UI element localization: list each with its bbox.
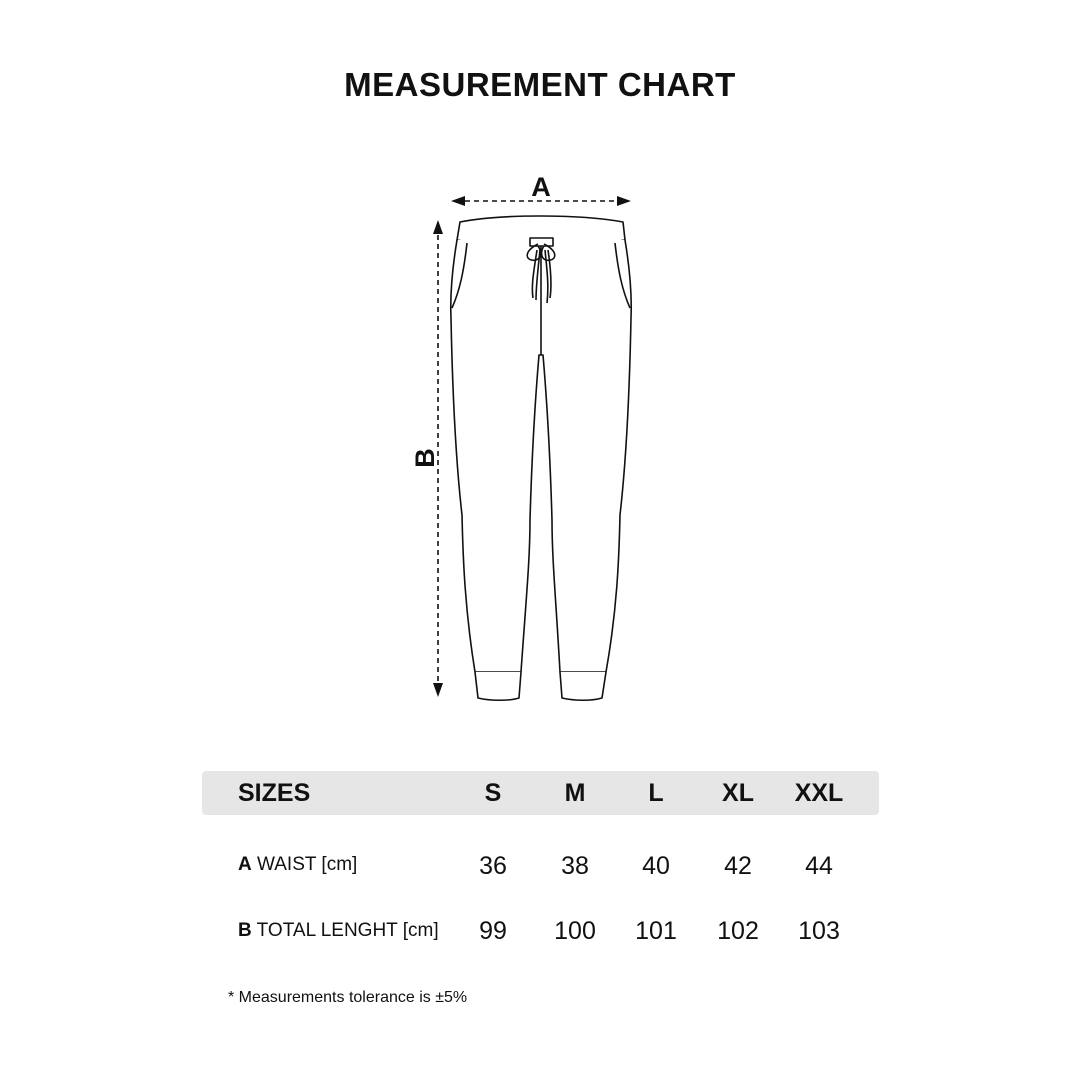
length-value-l: 101 (635, 917, 677, 945)
table-row-length-label (238, 920, 439, 942)
row-label-waist: WAIST [cm] (257, 854, 358, 875)
length-value-m: 100 (554, 917, 596, 945)
arrow-left-icon (451, 196, 465, 206)
table-header-sizes: SIZES (238, 779, 311, 807)
page-title: MEASUREMENT CHART (344, 66, 736, 103)
length-value-xl: 102 (717, 917, 759, 945)
arrow-right-icon (617, 196, 631, 206)
arrow-up-icon (433, 220, 443, 234)
size-header-xl: XL (722, 779, 754, 807)
trousers-outline (451, 216, 632, 700)
row-key-a: A (238, 854, 252, 875)
tolerance-note: * Measurements tolerance is ±5% (228, 989, 468, 1006)
size-header-l: L (648, 779, 664, 807)
dimension-a-label: A (531, 172, 551, 202)
drawstring-knot (530, 238, 553, 246)
row-label-length: TOTAL LENGHT [cm] (256, 920, 439, 941)
waist-value-xl: 42 (724, 852, 752, 880)
length-value-xxl: 103 (798, 917, 840, 945)
arrow-down-icon (433, 683, 443, 697)
size-header-xxl: XXL (794, 779, 844, 807)
size-header-m: M (564, 779, 586, 807)
cuff-right (560, 672, 606, 700)
waist-value-l: 40 (642, 852, 670, 880)
waist-value-xxl: 44 (805, 852, 833, 880)
size-header-s: S (484, 779, 502, 807)
cuff-left (475, 672, 521, 700)
table-row-waist-label (238, 854, 357, 876)
dimension-b-label: B (410, 448, 440, 468)
length-value-s: 99 (479, 917, 507, 945)
row-key-b: B (238, 920, 252, 941)
waist-value-s: 36 (479, 852, 507, 880)
waist-value-m: 38 (561, 852, 589, 880)
